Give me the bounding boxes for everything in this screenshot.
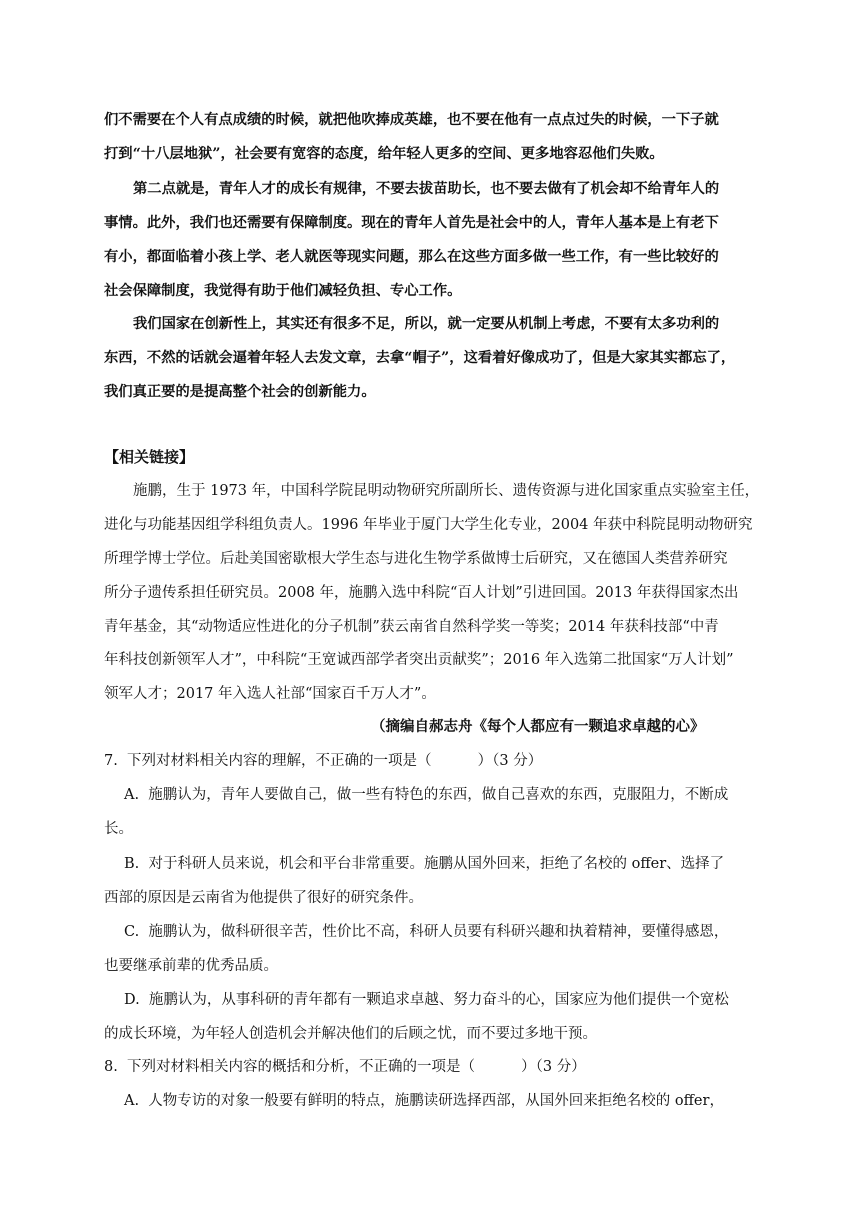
q8-option-a: A. 人物专访的对象一般要有鲜明的特点，施鹏读研选择西部，从国外回来拒绝名校的 offer，: [124, 1093, 724, 1109]
interview-line-9: 我们真正要的是提高整个社会的创新能力。: [104, 384, 376, 400]
q7-option-a-cont: 长。: [104, 821, 133, 837]
link-line-5: 青年基金，其“动物适应性进化的分子机制”获云南省自然科学奖一等奖；2014 年获科技部“中青: [104, 619, 719, 635]
q7-option-b: B. 对于科研人员来说，机会和平台非常重要。施鹏从国外回来，拒绝了名校的 offer、选择了: [124, 856, 725, 872]
interview-line-7: 我们国家在创新性上，其实还有很多不足，所以，就一定要从机制上考虑，不要有太多功利的: [133, 316, 720, 332]
link-line-4: 所分子遗传系担任研究员。2008 年，施鹏入选中科院“百人计划”引进回国。2013 年获得国家杰出: [104, 585, 739, 601]
interview-line-6: 社会保障制度，我觉得有助于他们减轻负担、专心工作。: [104, 283, 462, 299]
link-line-7: 领军人才；2017 年入选人社部“国家百千万人才”。: [104, 686, 436, 702]
interview-line-3: 第二点就是，青年人才的成长有规律，不要去拔苗助长，也不要去做有了机会却不给青年人的: [133, 181, 720, 197]
q7-option-a: A. 施鹏认为，青年人要做自己，做一些有特色的东西，做自己喜欢的东西，克服阻力，不断成: [124, 787, 729, 803]
interview-line-2: 打到“十八层地狱”，社会要有宽容的态度，给年轻人更多的空间、更多地容忍他们失败。: [104, 146, 664, 162]
q7-option-d-cont: 的成长环境，为年轻人创造机会并解决他们的后顾之忧，而不要过多地干预。: [104, 1026, 597, 1042]
source-citation: （摘编自郝志舟《每个人都应有一颗追求卓越的心》: [371, 718, 705, 735]
q8-stem: 8. 下列对材料相关内容的概括和分析，不正确的一项是（ ）（3 分）: [104, 1059, 586, 1075]
link-line-6: 年科技创新领军人才”，中科院“王宽诚西部学者突出贡献奖”；2016 年入选第二批国家“万人计划”: [104, 652, 734, 668]
link-line-3: 所理学博士学位。后赴美国密歇根大学生态与进化生物学系做博士后研究，又在德国人类营养研究: [104, 551, 728, 567]
q7-stem: 7. 下列对材料相关内容的理解，不正确的一项是（ ）（3 分）: [104, 753, 543, 769]
link-line-1: 施鹏，生于 1973 年，中国科学院昆明动物研究所副所长、遗传资源与进化国家重点实验室主任，: [133, 483, 760, 499]
link-line-2: 进化与功能基因组学科组负责人。1996 年毕业于厦门大学生化专业，2004 年获中科院昆明动物研究: [104, 517, 753, 533]
interview-line-5: 有小，都面临着小孩上学、老人就医等现实问题，那么在这些方面多做一些工作，有一些比较好的: [104, 249, 719, 265]
q7-option-c: C. 施鹏认为，做科研很辛苦，性价比不高，科研人员要有科研兴趣和执着精神，要懂得感恩，: [124, 924, 729, 940]
q7-option-b-cont: 西部的原因是云南省为他提供了很好的研究条件。: [104, 890, 423, 906]
q7-option-c-cont: 也要继承前辈的优秀品质。: [104, 958, 278, 974]
interview-line-4: 事情。此外，我们也还需要有保障制度。现在的青年人首先是社会中的人，青年人基本是上有老下: [104, 215, 719, 231]
related-link-heading: 【相关链接】: [104, 448, 195, 466]
q7-option-d: D. 施鹏认为，从事科研的青年都有一颗追求卓越、努力奋斗的心，国家应为他们提供一个宽松: [124, 992, 729, 1008]
interview-line-1: 们不需要在个人有点成绩的时候，就把他吹捧成英雄，也不要在他有一点点过失的时候，一下子就: [104, 112, 719, 128]
interview-line-8: 东西，不然的话就会逼着年轻人去发文章，去拿“帽子”，这看着好像成功了，但是大家其实都忘了，: [104, 350, 736, 366]
